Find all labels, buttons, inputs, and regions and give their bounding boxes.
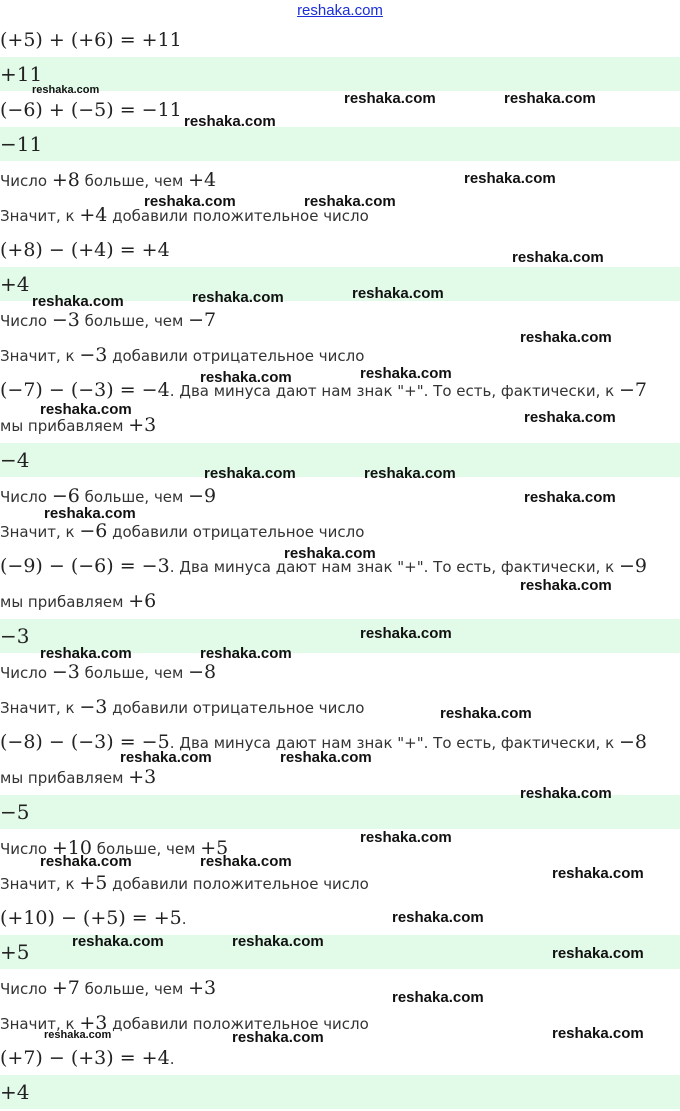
math-expression: +11 [0,62,43,86]
watermark-text: reshaka.com [520,577,612,594]
text-fragment: больше, чем [79,312,189,330]
text-fragment: больше, чем [91,840,201,858]
math-expression: −8 [188,661,217,683]
math-expression: (+7) − (+3) = +4 [0,1047,170,1069]
text-fragment: Значит, к [0,207,80,225]
watermark-text: reshaka.com [44,1029,112,1041]
watermark-text: reshaka.com [284,545,376,562]
watermark-text: reshaka.com [232,933,324,950]
math-expression: +3 [128,414,157,436]
text-fragment: Число [0,172,52,190]
watermark-text: reshaka.com [144,193,236,210]
math-expression: (+10) − (+5) = +5 [0,907,182,929]
text-fragment: добавили положительное число [107,1015,369,1033]
text-line [0,583,156,619]
watermark-text: reshaka.com [280,749,372,766]
watermark-text: reshaka.com [552,1025,644,1042]
text-fragment: мы прибавляем [0,769,129,787]
watermark-text: reshaka.com [44,505,136,522]
math-expression: +4 [0,272,30,296]
text-fragment: . [169,1050,175,1068]
math-expression: −6 [79,520,108,542]
math-expression: −3 [79,344,108,366]
text-line [0,970,216,1006]
math-expression: (−6) + (−5) = −11 [0,99,182,121]
watermark-text: reshaka.com [40,853,132,870]
watermark-text: reshaka.com [520,329,612,346]
watermark-text: reshaka.com [40,401,132,418]
watermark-text: reshaka.com [32,84,100,96]
equation-line [0,22,182,58]
text-fragment: мы прибавляем [0,593,129,611]
watermark-text: reshaka.com [360,365,452,382]
text-fragment: добавили положительное число [107,875,369,893]
math-expression: −7 [618,379,647,401]
text-line [0,1040,174,1076]
watermark-text: reshaka.com [200,645,292,662]
math-expression: +3 [188,977,217,999]
text-fragment: Значит, к [0,523,80,541]
watermark-text: reshaka.com [352,285,444,302]
text-fragment: больше, чем [79,980,189,998]
text-fragment: Число [0,840,52,858]
watermark-text: reshaka.com [512,249,604,266]
math-expression: (−8) − (−3) = −5 [0,731,170,753]
text-fragment: больше, чем [79,488,189,506]
math-expression: −7 [188,309,217,331]
text-line [0,900,187,936]
answer-row [0,443,680,477]
watermark-text: reshaka.com [32,293,124,310]
math-expression: (−7) − (−3) = −4 [0,379,170,401]
text-fragment: Значит, к [0,1015,80,1033]
text-line [0,337,364,373]
watermark-text: reshaka.com [552,865,644,882]
watermark-text: reshaka.com [440,705,532,722]
text-fragment: . Два минуса дают нам знак "+". То есть, фактически, к [169,734,619,752]
text-fragment: Значит, к [0,875,80,893]
math-expression: +5 [79,872,108,894]
watermark-text: reshaka.com [524,409,616,426]
watermark-text: reshaka.com [504,90,596,107]
math-expression: −3 [0,624,30,648]
watermark-text: reshaka.com [360,829,452,846]
text-fragment: добавили отрицательное число [107,347,365,365]
math-expression: −3 [51,661,80,683]
answer-row [0,57,680,91]
watermark-text: reshaka.com [520,785,612,802]
math-expression: +7 [51,977,80,999]
math-expression: +3 [79,1012,108,1034]
math-expression: −8 [618,731,647,753]
text-fragment: Число [0,488,52,506]
math-expression: −6 [51,485,80,507]
text-line [0,865,369,901]
math-expression: (−9) − (−6) = −3 [0,555,170,577]
text-fragment: Значит, к [0,347,80,365]
math-expression: (+8) − (+4) = +4 [0,239,170,261]
watermark-text: reshaka.com [120,749,212,766]
watermark-text: reshaka.com [344,90,436,107]
watermark-text: reshaka.com [40,645,132,662]
math-expression: +5 [200,837,229,859]
watermark-text: reshaka.com [364,465,456,482]
text-fragment: больше, чем [79,172,189,190]
math-expression: +4 [188,169,217,191]
text-fragment: Число [0,312,52,330]
watermark-text: reshaka.com [304,193,396,210]
watermark-text: reshaka.com [232,1029,324,1046]
text-fragment: Значит, к [0,699,80,717]
math-expression: −4 [0,448,30,472]
math-expression: −3 [79,696,108,718]
watermark-text: reshaka.com [200,369,292,386]
math-expression: (+5) + (+6) = +11 [0,29,182,51]
watermark-text: reshaka.com [552,945,644,962]
math-expression: +10 [51,837,92,859]
watermark-text: reshaka.com [72,933,164,950]
text-fragment: . Два минуса дают нам знак "+". То есть, фактически, к [169,558,619,576]
answer-row [0,127,680,161]
text-fragment: Число [0,664,52,682]
math-expression: −3 [51,309,80,331]
watermark-text: reshaka.com [184,113,276,130]
watermark-text: reshaka.com [360,625,452,642]
math-expression: +6 [128,590,157,612]
math-expression: +8 [51,169,80,191]
text-fragment: . Два минуса дают нам знак "+". То есть, фактически, к [169,382,619,400]
watermark-text: reshaka.com [200,853,292,870]
site-link[interactable]: reshaka.com [297,2,383,19]
text-fragment: мы прибавляем [0,417,129,435]
math-expression: −11 [0,132,43,156]
text-fragment: больше, чем [79,664,189,682]
math-expression: −5 [0,800,30,824]
math-expression: +4 [0,1080,30,1104]
math-expression: −9 [618,555,647,577]
text-line [0,689,364,725]
answer-row [0,1075,680,1109]
text-fragment: . [181,910,187,928]
text-fragment: добавили отрицательное число [107,523,365,541]
equation-line [0,232,170,268]
text-fragment: добавили положительное число [107,207,369,225]
text-fragment: Число [0,980,52,998]
watermark-text: reshaka.com [524,489,616,506]
text-fragment: добавили отрицательное число [107,699,365,717]
math-expression: +4 [79,204,108,226]
watermark-text: reshaka.com [204,465,296,482]
math-expression: +5 [0,940,30,964]
watermark-text: reshaka.com [392,909,484,926]
watermark-text: reshaka.com [192,289,284,306]
watermark-text: reshaka.com [464,170,556,187]
watermark-text: reshaka.com [392,989,484,1006]
math-expression: +3 [128,766,157,788]
math-expression: −9 [188,485,217,507]
equation-line [0,92,182,128]
